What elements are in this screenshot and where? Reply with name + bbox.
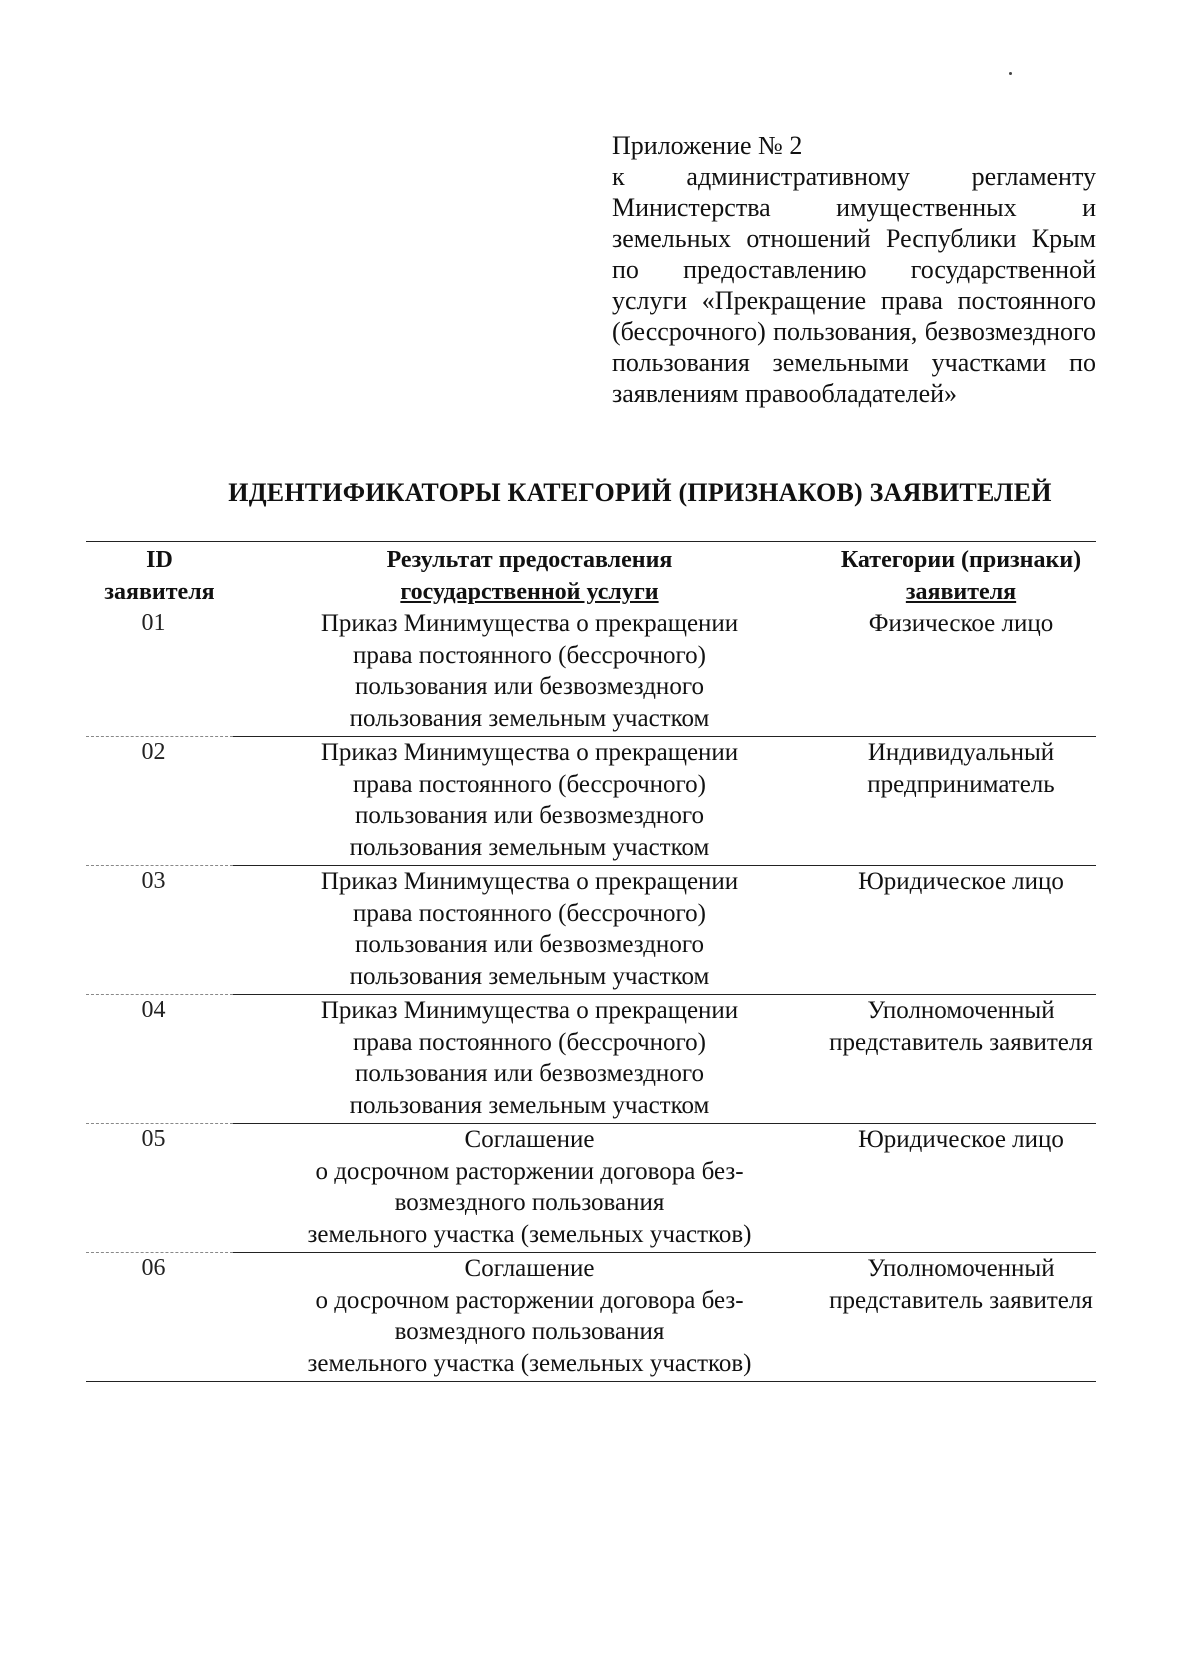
applicant-category <box>826 608 1096 737</box>
header-id-line2: заявителя <box>104 579 215 605</box>
service-result-line: Приказ Минимущества о прекращении <box>320 739 739 766</box>
applicant-category-line: Юридическое лицо <box>858 1126 1064 1153</box>
service-result-line: о досрочном расторжении договора без- <box>315 1157 744 1185</box>
service-result-line: Приказ Минимущества о прекращении <box>320 997 739 1024</box>
applicant-id: 06 <box>86 1253 233 1382</box>
service-result <box>233 1253 826 1382</box>
service-result-line: пользования земельным участком <box>349 833 710 861</box>
service-result-line: пользования или безвозмездного <box>355 931 704 958</box>
scan-speck <box>1009 72 1012 75</box>
service-result <box>233 1124 826 1253</box>
table-row <box>86 1253 1096 1382</box>
header-result-line2: государственной услуги <box>400 579 659 605</box>
applicant-category-line: Физическое лицо <box>868 610 1054 637</box>
header-category <box>826 544 1096 608</box>
applicant-categories-table <box>86 541 1096 1382</box>
applicant-category <box>826 1253 1096 1382</box>
applicant-category <box>826 995 1096 1124</box>
applicant-id: 04 <box>86 995 233 1124</box>
service-result-line: права постоянного (бессрочного) <box>352 899 707 927</box>
document-heading: ИДЕНТИФИКАТОРЫ КАТЕГОРИЙ (ПРИЗНАКОВ) ЗАЯВИТЕЛЕЙ <box>228 478 1052 507</box>
service-result-line: пользования земельным участком <box>349 704 710 732</box>
table-header-row <box>86 544 1096 608</box>
applicant-id: 03 <box>86 866 233 995</box>
service-result-line: возмездного пользования <box>394 1318 665 1345</box>
applicant-category <box>826 866 1096 995</box>
service-result <box>233 608 826 737</box>
service-result-line: Соглашение <box>464 1255 595 1282</box>
applicant-id: 01 <box>86 608 233 737</box>
service-result <box>233 995 826 1124</box>
service-result-line: земельного участка (земельных участков) <box>307 1349 752 1377</box>
applicant-category-line: предприниматель <box>867 770 1055 798</box>
header-category-line2: заявителя <box>905 579 1017 605</box>
appendix-header <box>612 130 1096 409</box>
service-result-line: Приказ Минимущества о прекращении <box>320 610 739 637</box>
service-result-line: права постоянного (бессрочного) <box>352 770 707 798</box>
applicant-category-line: Уполномоченный <box>867 1255 1055 1282</box>
service-result-line: пользования земельным участком <box>349 962 710 990</box>
table-row <box>86 866 1096 995</box>
service-result-line: права постоянного (бессрочного) <box>352 1028 707 1056</box>
service-result-line: земельного участка (земельных участков) <box>307 1220 752 1248</box>
service-result-line: о досрочном расторжении договора без- <box>315 1286 744 1314</box>
service-result-line: Соглашение <box>464 1126 595 1153</box>
service-result-line: права постоянного (бессрочного) <box>352 641 707 669</box>
header-category-line1: Категории (признаки) <box>840 547 1082 573</box>
service-result-line: возмездного пользования <box>394 1189 665 1216</box>
header-id-line1: ID <box>146 547 173 573</box>
appendix-title: Приложение № 2 <box>612 131 803 160</box>
service-result <box>233 737 826 866</box>
applicant-category-line: представитель заявителя <box>829 1028 1093 1056</box>
applicant-category-line: Юридическое лицо <box>858 868 1064 895</box>
table-top-rule <box>86 541 1096 542</box>
service-result-line: пользования или безвозмездного <box>355 673 704 700</box>
service-result <box>233 866 826 995</box>
table-row <box>86 1124 1096 1253</box>
applicant-category <box>826 1124 1096 1253</box>
header-result-line1: Результат предоставления <box>386 547 673 573</box>
applicant-id: 02 <box>86 737 233 866</box>
table-row <box>86 737 1096 866</box>
service-result-line: Приказ Минимущества о прекращении <box>320 868 739 895</box>
applicant-id: 05 <box>86 1124 233 1253</box>
service-result-line: пользования земельным участком <box>349 1091 710 1119</box>
applicant-category <box>826 737 1096 866</box>
header-id <box>86 544 233 608</box>
service-result-line: пользования или безвозмездного <box>355 802 704 829</box>
appendix-text: к административному регламенту Министерства имущественных и земельных отношений Республики Крым по предоставлению государственной услуги «Прекращение права постоянного (бессрочного) пользования, безвозмездного пользования земельными участками по заявлениям правообладателей» <box>612 162 1096 408</box>
service-result-line: пользования или безвозмездного <box>355 1060 704 1087</box>
header-result <box>233 544 826 608</box>
applicant-category-line: Уполномоченный <box>867 997 1055 1024</box>
applicant-category-line: представитель заявителя <box>829 1286 1093 1314</box>
table-row <box>86 608 1096 737</box>
applicant-category-line: Индивидуальный <box>867 739 1055 766</box>
table-row <box>86 995 1096 1124</box>
